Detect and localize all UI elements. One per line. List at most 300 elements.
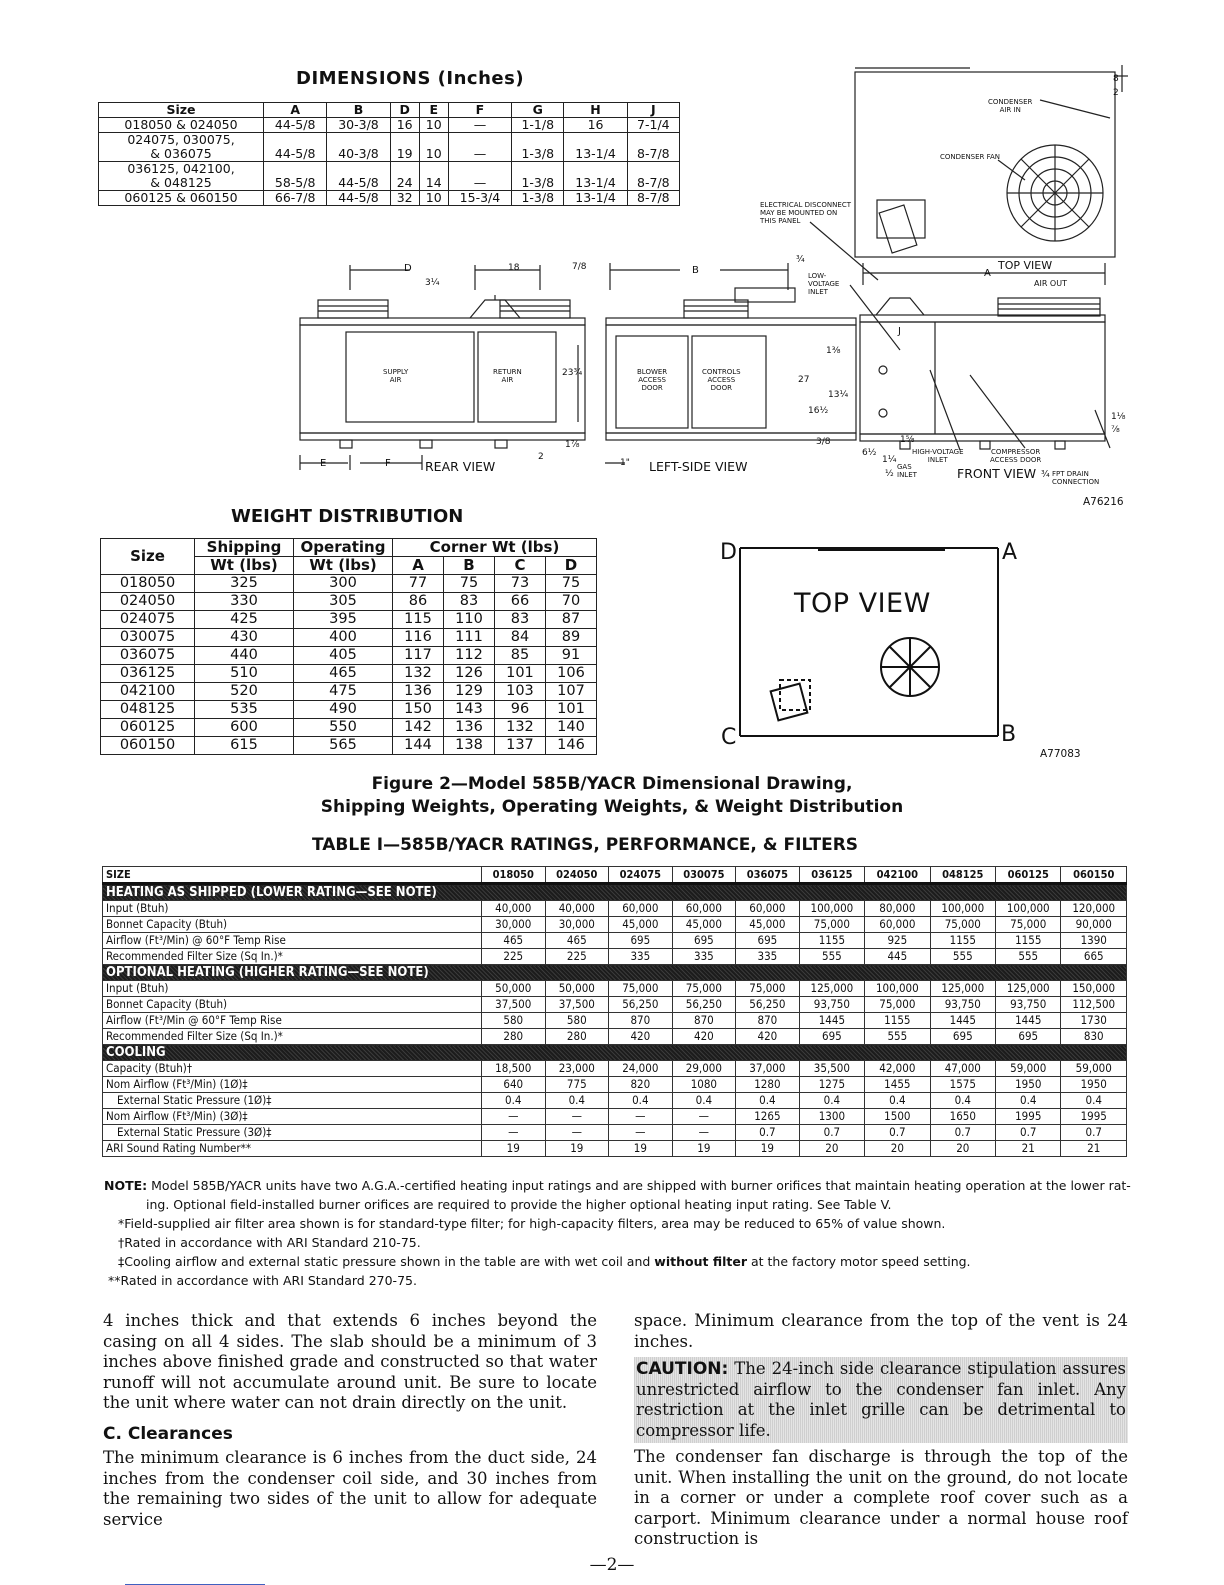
dim-cell: 24 [390,162,419,191]
ratings-cell: 0.7 [736,1125,800,1141]
wt-cell: 107 [545,683,596,701]
dim-header-1: A [264,103,327,118]
ratings-cell: 150,000 [1061,981,1127,997]
ratings-cell: 445 [865,949,930,965]
dim-size-cell [99,133,264,162]
wt-cell: 565 [294,737,393,755]
wt-cell: 116 [393,629,444,647]
wt-cell: 048125 [101,701,195,719]
wt-cell: 405 [294,647,393,665]
dim-size-text-2: & 048125 [150,175,212,190]
ratings-cell: 37,500 [545,997,609,1013]
wt-header-operating-1: Operating [294,539,393,557]
ratings-cell: — [545,1109,609,1125]
ratings-cell: 1950 [1061,1077,1127,1093]
wt-cell: 87 [545,611,596,629]
ratings-cell: 47,000 [930,1061,995,1077]
wt-cell: 300 [294,575,393,593]
wt-cell: 030075 [101,629,195,647]
ratings-row [103,949,1127,965]
ratings-row [103,1013,1127,1029]
ratings-cell: 18,500 [482,1061,546,1077]
ratings-cell: 45,000 [736,917,800,933]
dim-header-2: B [327,103,390,118]
ratings-size-header: 042100 [865,867,930,884]
dim-cell: 10 [419,191,448,206]
electrical-disconnect-label: ELECTRICAL DISCONNECT MAY BE MOUNTED ON THIS PANEL [760,201,851,225]
controls-door-label: CONTROLS ACCESS DOOR [702,368,741,392]
high-voltage-inlet-label: HIGH-VOLTAGE INLET [912,448,964,464]
drain-connection-label: FPT DRAIN CONNECTION [1052,470,1100,486]
ratings-row-label: Nom Airflow (Ft³/Min) (1Ø)‡ [103,1077,482,1093]
wt-cell: 101 [494,665,545,683]
ratings-cell: 75,000 [865,997,930,1013]
wt-header-corner-a: A [393,557,444,575]
ratings-cell: 335 [736,949,800,965]
ratings-cell: 0.4 [482,1093,546,1109]
ratings-size-header: 036075 [736,867,800,884]
dim-size-cell [99,191,264,206]
left-paragraph-2: The minimum clearance is 6 inches from the duct side, 24 inches from the condenser coil side, and 30 inches from the remaining two sides of the unit to allow for adequate service [103,1448,597,1529]
ratings-row-label: Capacity (Btuh)† [103,1061,482,1077]
ratings-cell: 100,000 [930,901,995,917]
ratings-cell: 21 [1061,1141,1127,1157]
wt-cell: 430 [195,629,294,647]
ratings-row [103,901,1127,917]
wt-cell: 400 [294,629,393,647]
wt-row [101,719,597,737]
ratings-cell: 695 [736,933,800,949]
ratings-cell: 580 [482,1013,546,1029]
ratings-cell: 125,000 [996,981,1061,997]
ratings-cell: 20 [865,1141,930,1157]
ratings-cell: 23,000 [545,1061,609,1077]
ratings-cell: 465 [545,933,609,949]
wt-cell: 73 [494,575,545,593]
ratings-cell: 280 [482,1029,546,1045]
wt-cell: 111 [443,629,494,647]
caution-box [634,1357,1128,1443]
ratings-cell: 59,000 [996,1061,1061,1077]
right-paragraph-2: The condenser fan discharge is through the top of the unit. When installing the unit on the ground, do not locate in a corner or under a complete roof cover such as a carport. Minimum clearance under a normal house roof construction is [634,1447,1128,1548]
ratings-cell: 870 [672,1013,736,1029]
ratings-size-header: 030075 [672,867,736,884]
ratings-cell: — [482,1109,546,1125]
wt-cell: 330 [195,593,294,611]
dim-size-text-2: & 036075 [150,146,212,161]
wt-cell: 136 [393,683,444,701]
dim-1-1-4: 1¼ [882,455,897,465]
ratings-cell: 420 [672,1029,736,1045]
wt-cell: 060150 [101,737,195,755]
condenser-air-in-label: CONDENSER AIR IN [988,98,1033,114]
ratings-cell: 0.7 [865,1125,930,1141]
dim-size-cell [99,118,264,133]
dim-cell: 8-7/8 [627,162,679,191]
wt-cell: 615 [195,737,294,755]
ratings-cell: 1155 [865,1013,930,1029]
ratings-cell: 1265 [736,1109,800,1125]
wt-cell: 126 [443,665,494,683]
dim-cell: 8-7/8 [627,133,679,162]
dim-cell: 58-5/8 [264,162,327,191]
dim-cell: — [448,133,511,162]
ratings-cell: — [482,1125,546,1141]
dim-7-8: 7/8 [572,262,587,272]
ratings-cell: 93,750 [799,997,864,1013]
wt-cell: 140 [545,719,596,737]
ratings-cell: 30,000 [545,917,609,933]
dim-1-7-8: 1⅞ [565,440,580,450]
dim-cell: 1-3/8 [512,133,564,162]
ratings-size-label: SIZE [103,867,482,884]
dim-cell: 16 [390,118,419,133]
top-view-panel-icon [771,684,808,721]
ratings-cell: 1155 [996,933,1061,949]
ratings-cell: 45,000 [672,917,736,933]
ratings-cell: 75,000 [996,917,1061,933]
j-dimension-label: J [898,326,901,337]
ratings-cell: 335 [609,949,673,965]
ratings-cell: 20 [930,1141,995,1157]
wt-row [101,737,597,755]
ratings-cell: 40,000 [545,901,609,917]
wt-cell: 91 [545,647,596,665]
dim-header-5: F [448,103,511,118]
ratings-size-header: 024075 [609,867,673,884]
low-voltage-inlet-label: LOW- VOLTAGE INLET [808,272,840,296]
ratings-cell: 60,000 [736,901,800,917]
note-main-continued: ing. Optional field-installed burner orifices are required to provide the higher optional heating input rating. See Table V. [146,1197,892,1212]
wt-cell: 510 [195,665,294,683]
dim-2: 2 [538,452,544,462]
dim-27: 27 [798,375,810,385]
wt-cell: 75 [545,575,596,593]
wt-row [101,575,597,593]
ratings-row [103,917,1127,933]
wt-cell: 70 [545,593,596,611]
wt-row [101,629,597,647]
ratings-cell: 0.7 [799,1125,864,1141]
ratings-cell: 56,250 [609,997,673,1013]
ratings-cell: 29,000 [672,1061,736,1077]
ratings-cell: 100,000 [865,981,930,997]
dim-1-3-8: 1⅜ [826,346,841,356]
dim-cell: 30-3/8 [327,118,390,133]
wt-cell: 146 [545,737,596,755]
note-filter: *Field-supplied air filter area shown is for standard-type filter; for high-capacity filters, area may be reduced to 65% of value shown. [118,1216,946,1231]
ratings-row-label: External Static Pressure (1Ø)‡ [103,1093,482,1109]
wt-row [101,701,597,719]
dim-cell: 13-1/4 [564,162,627,191]
ratings-row [103,1029,1127,1045]
ratings-cell: 90,000 [1061,917,1127,933]
dim-13-quarter: 13¼ [828,390,849,400]
ratings-cell: 112,500 [1061,997,1127,1013]
ratings-cell: 0.4 [865,1093,930,1109]
figure-caption-line-1: Figure 2—Model 585B/YACR Dimensional Drawing, [371,774,853,794]
dim-size-text: 036125, 042100, [127,161,235,176]
ratings-row-label: Airflow (Ft³/Min) @ 60°F Temp Rise [103,933,482,949]
drawing-code: A76216 [1083,496,1124,508]
wt-cell: 132 [494,719,545,737]
wt-cell: 142 [393,719,444,737]
dim-3-quarter-b: ¾ [796,255,805,265]
wt-cell: 115 [393,611,444,629]
ratings-cell: 695 [609,933,673,949]
ratings-cell: 59,000 [1061,1061,1127,1077]
ratings-section-row [103,965,1127,981]
dim-1-5-8: 1⅝ [900,435,915,445]
condenser-fan-label: CONDENSER FAN [940,153,1001,161]
ratings-size-header: 048125 [930,867,995,884]
ratings-cell: 1275 [799,1077,864,1093]
ratings-size-header: 018050 [482,867,546,884]
ratings-section-title: COOLING [103,1045,1127,1061]
dim-cell: 44-5/8 [327,162,390,191]
ratings-row-label: Nom Airflow (Ft³/Min) (3Ø)‡ [103,1109,482,1125]
ratings-cell: 1650 [930,1109,995,1125]
ratings-header-row [103,867,1127,884]
ratings-row [103,997,1127,1013]
wt-cell: 042100 [101,683,195,701]
table-notes [104,1176,1134,1290]
d-dimension-label: D [404,263,412,274]
caution-label: CAUTION: [636,1359,729,1379]
wt-cell: 77 [393,575,444,593]
wt-header-operating-2: Wt (lbs) [294,557,393,575]
ratings-row-label: ARI Sound Rating Number** [103,1141,482,1157]
e-dimension-label: E [320,458,327,469]
ratings-cell: 1730 [1061,1013,1127,1029]
wt-cell: 66 [494,593,545,611]
ratings-cell: 60,000 [672,901,736,917]
ratings-cell: 555 [799,949,864,965]
wt-cell: 112 [443,647,494,665]
dim-cell: 16 [564,118,627,133]
dim-header-6: G [512,103,564,118]
ratings-cell: 80,000 [865,901,930,917]
ratings-cell: 0.4 [736,1093,800,1109]
wt-header-shipping-1: Shipping [195,539,294,557]
blower-door-label: BLOWER ACCESS DOOR [637,368,668,392]
ratings-cell: 870 [736,1013,800,1029]
wt-cell: 395 [294,611,393,629]
front-view-label: FRONT VIEW [957,466,1037,481]
f-dimension-label: F [385,458,391,469]
dim-size-text: 018050 & 024050 [124,117,238,132]
wt-row [101,647,597,665]
ratings-cell: 1390 [1061,933,1127,949]
dim-header-7: H [564,103,627,118]
dim-6-half: 6½ [862,448,877,458]
ratings-cell: 24,000 [609,1061,673,1077]
ratings-cell: 19 [482,1141,546,1157]
supply-air-panel [346,332,474,422]
weight-distribution-title: WEIGHT DISTRIBUTION [231,506,464,527]
wt-cell: 520 [195,683,294,701]
wt-cell: 036075 [101,647,195,665]
ratings-section-title: HEATING AS SHIPPED (LOWER RATING—SEE NOTE) [103,884,1127,901]
wt-cell: 83 [443,593,494,611]
gas-inlet-label: GAS INLET [897,463,917,479]
wt-cell: 138 [443,737,494,755]
ratings-cell: — [672,1125,736,1141]
dim-3-8: 3/8 [816,437,831,447]
dim-2-right: 2 [1113,88,1119,98]
left-column [103,1311,597,1530]
ratings-cell: 695 [799,1029,864,1045]
figure-caption-line-2: Shipping Weights, Operating Weights, & Weight Distribution [320,797,904,817]
ratings-cell: 225 [545,949,609,965]
ratings-cell: 420 [736,1029,800,1045]
wt-cell: 85 [494,647,545,665]
wt-cell: 129 [443,683,494,701]
ratings-cell: 37,500 [482,997,546,1013]
ratings-cell: 775 [545,1077,609,1093]
ratings-cell: 640 [482,1077,546,1093]
ratings-cell: 0.4 [1061,1093,1127,1109]
wt-cell: 535 [195,701,294,719]
ratings-size-header: 024050 [545,867,609,884]
weight-distribution-table [100,538,597,755]
ratings-section-row [103,884,1127,901]
dim-cell: 32 [390,191,419,206]
dim-header-3: D [390,103,419,118]
rear-view-top-rim [300,318,585,325]
ratings-row-label: Input (Btuh) [103,901,482,917]
ratings-cell: 35,500 [799,1061,864,1077]
dim-cell: 19 [390,133,419,162]
corner-c-label: C [721,725,737,750]
dim-drain-three-quarter: ¾ [1041,470,1050,480]
wt-header-corner-d: D [545,557,596,575]
wt-cell: 106 [545,665,596,683]
wt-cell: 110 [443,611,494,629]
dim-size-text: 060125 & 060150 [124,190,238,205]
dim-size-text: 024075, 030075, [127,132,235,147]
dim-cell: 1-3/8 [512,162,564,191]
dim-header-4: E [419,103,448,118]
wt-cell: 89 [545,629,596,647]
ratings-row-label: Bonnet Capacity (Btuh) [103,997,482,1013]
ratings-section-title: OPTIONAL HEATING (HIGHER RATING—SEE NOTE) [103,965,1127,981]
wt-header-size: Size [101,539,195,575]
ratings-cell: 56,250 [672,997,736,1013]
wt-header-shipping-2: Wt (lbs) [195,557,294,575]
dimensional-drawing [280,60,1150,500]
dim-cell: 10 [419,118,448,133]
dim-23-three-quarter: 23¾ [562,368,583,378]
top-view-diagram [730,540,1010,750]
ratings-cell: 75,000 [736,981,800,997]
wt-cell: 83 [494,611,545,629]
caution-text: The 24-inch side clearance stipulation assures unrestricted airflow to the condenser fan inlet. Any restriction at the inlet grille can be detrimental to compressor life. [636,1359,1126,1440]
wt-cell: 150 [393,701,444,719]
wt-header-corner-b: B [443,557,494,575]
top-view-code: A77083 [1040,748,1081,760]
dim-cell: — [448,162,511,191]
page-number: —2— [589,1555,635,1575]
dim-cell: 1-3/8 [512,191,564,206]
ratings-size-header: 036125 [799,867,864,884]
rear-view-cabinet [300,325,585,433]
wt-cell: 325 [195,575,294,593]
wt-cell: 84 [494,629,545,647]
ratings-cell: 56,250 [736,997,800,1013]
ratings-cell: 125,000 [930,981,995,997]
ratings-row [103,933,1127,949]
ratings-cell: 19 [545,1141,609,1157]
ratings-cell: 555 [996,949,1061,965]
ratings-cell: 75,000 [799,917,864,933]
b-dimension-label: B [692,265,699,276]
ratings-cell: 40,000 [482,901,546,917]
ratings-cell: 555 [865,1029,930,1045]
ratings-cell: 695 [930,1029,995,1045]
dim-cell: 44-5/8 [327,191,390,206]
dim-3-quarter: 3¼ [425,278,440,288]
wt-cell: 490 [294,701,393,719]
wt-cell: 136 [443,719,494,737]
right-paragraph-1: space. Minimum clearance from the top of the vent is 24 inches. [634,1311,1128,1351]
ratings-cell: 420 [609,1029,673,1045]
ratings-cell: 335 [672,949,736,965]
ratings-cell: 50,000 [482,981,546,997]
ratings-cell: 45,000 [609,917,673,933]
dim-size-cell [99,162,264,191]
wt-cell: 75 [443,575,494,593]
ratings-cell: 1280 [736,1077,800,1093]
ratings-row [103,1141,1127,1157]
dim-cell: 1-1/8 [512,118,564,133]
air-out-label: AIR OUT [1034,279,1067,288]
wt-row [101,665,597,683]
wt-row [101,593,597,611]
ratings-cell: 1575 [930,1077,995,1093]
ratings-cell: 1950 [996,1077,1061,1093]
dim-cell: 13-1/4 [564,191,627,206]
left-paragraph-1: 4 inches thick and that extends 6 inches beyond the casing on all 4 sides. The slab should be a minimum of 3 inches above finished grade and constructed so that water runoff will not accumulate around unit. Be sure to locate the unit where water can not drain directly on the unit. [103,1311,597,1412]
ratings-cell: 1155 [930,933,995,949]
ratings-cell: 75,000 [930,917,995,933]
wt-cell: 036125 [101,665,195,683]
dim-gas-half: ½ [885,469,894,479]
ratings-row [103,1077,1127,1093]
dim-16-half: 16½ [808,406,829,416]
ratings-cell: 1455 [865,1077,930,1093]
wt-cell: 137 [494,737,545,755]
supply-air-label: SUPPLY AIR [383,368,409,384]
note-cooling-airflow: ‡Cooling airflow and external static pressure shown in the table are with wet coil and without filter at the factory motor speed setting. [118,1254,971,1269]
dim-18: 18 [508,263,520,273]
wt-cell: 425 [195,611,294,629]
dim-cell: 40-3/8 [327,133,390,162]
front-view-cabinet [860,322,1105,434]
ratings-cell: 0.4 [996,1093,1061,1109]
ratings-cell: 19 [609,1141,673,1157]
ratings-cell: 280 [545,1029,609,1045]
ratings-row-label: Bonnet Capacity (Btuh) [103,917,482,933]
wt-cell: 86 [393,593,444,611]
ratings-cell: 1500 [865,1109,930,1125]
wt-cell: 305 [294,593,393,611]
dim-cell: 7-1/4 [627,118,679,133]
wt-cell: 96 [494,701,545,719]
wt-header-corner: Corner Wt (lbs) [393,539,597,557]
wt-row [101,611,597,629]
corner-b-label: B [1001,722,1017,747]
